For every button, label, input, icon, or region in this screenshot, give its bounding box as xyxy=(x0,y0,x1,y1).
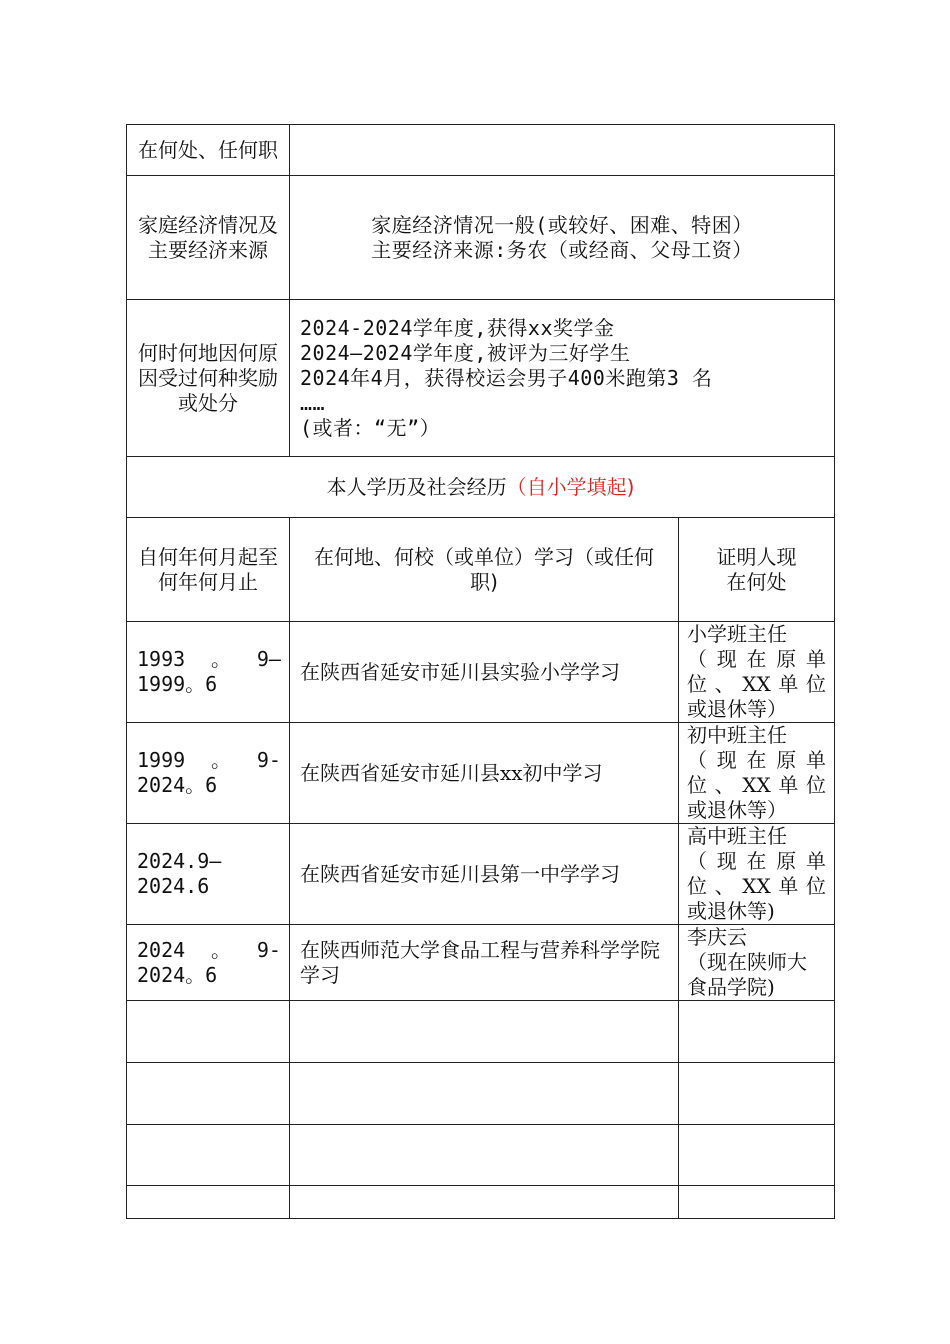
date-sep: 。 xyxy=(211,647,232,671)
history-certifier[interactable] xyxy=(679,925,835,1001)
history-place[interactable]: 在陕西师范大学食品工程与营养科学学院学习 xyxy=(290,925,679,1001)
empty-cell-place[interactable] xyxy=(290,1125,679,1186)
history-period-start xyxy=(137,647,281,672)
awards-row xyxy=(127,300,835,457)
history-period-start xyxy=(137,938,281,963)
empty-cell-place[interactable] xyxy=(290,1186,679,1219)
history-certifier[interactable] xyxy=(679,622,835,723)
certifier-location-tail: 或退休等） xyxy=(687,798,787,822)
empty-row xyxy=(127,1063,835,1125)
certifier-location: （现在陕师大 xyxy=(687,950,807,974)
history-period-start: 2024.9— xyxy=(137,849,222,873)
column-header-period: 自何年何月起至何年何月止 xyxy=(127,518,290,622)
award-line-4: …… xyxy=(300,390,326,415)
history-title-row xyxy=(127,457,835,518)
history-place[interactable]: 在陕西省延安市延川县实验小学学习 xyxy=(290,622,679,723)
history-period-start xyxy=(137,748,281,773)
empty-cell-period[interactable] xyxy=(127,1063,290,1125)
column-header-place: 在何地、何校（或单位）学习（或任何职) xyxy=(290,518,679,622)
economy-line-2: 主要经济来源:务农（或经商、父母工资） xyxy=(371,237,753,262)
date-year: 1993 xyxy=(137,647,186,671)
certifier-name: 李庆云 xyxy=(687,925,747,949)
certifier-name: 初中班主任 xyxy=(687,723,787,747)
registration-form-table xyxy=(126,124,835,1219)
certifier-location-tail: 或退休等） xyxy=(687,697,787,721)
certifier-location: （现在原单位、XX单位 xyxy=(687,748,826,797)
history-row xyxy=(127,925,835,1001)
empty-cell-place[interactable] xyxy=(290,1063,679,1125)
empty-cell-period[interactable] xyxy=(127,1186,290,1219)
date-year: 2024 xyxy=(137,937,186,962)
history-row xyxy=(127,622,835,723)
economy-value[interactable] xyxy=(290,176,835,300)
position-row xyxy=(127,125,835,176)
history-period-end: 1999。6 xyxy=(137,672,218,696)
economy-label: 家庭经济情况及主要经济来源 xyxy=(127,176,290,300)
award-line-5: (或者：“无”） xyxy=(300,415,441,440)
date-month: 9- xyxy=(256,937,281,962)
empty-cell-period[interactable] xyxy=(127,1001,290,1063)
date-month: 9— xyxy=(256,647,281,671)
certifier-name: 小学班主任 xyxy=(687,622,787,646)
empty-cell-certifier[interactable] xyxy=(679,1186,835,1219)
empty-cell-place[interactable] xyxy=(290,1001,679,1063)
award-line-2: 2024—2024学年度,被评为三好学生 xyxy=(300,340,631,365)
history-place[interactable]: 在陕西省延安市延川县xx初中学习 xyxy=(290,723,679,824)
history-period-end: 2024.6 xyxy=(137,874,210,898)
certifier-location: （现在原单位、XX单位 xyxy=(687,647,826,696)
date-year: 1999 xyxy=(137,748,186,772)
history-period[interactable] xyxy=(127,723,290,824)
position-value[interactable] xyxy=(290,125,835,176)
history-period[interactable] xyxy=(127,622,290,723)
empty-row xyxy=(127,1001,835,1063)
history-certifier[interactable] xyxy=(679,723,835,824)
empty-cell-certifier[interactable] xyxy=(679,1063,835,1125)
empty-row xyxy=(127,1125,835,1186)
history-title-text: 本人学历及社会经历 xyxy=(326,474,507,499)
certifier-location-tail: 食品学院) xyxy=(687,975,775,999)
history-period[interactable] xyxy=(127,824,290,925)
history-row xyxy=(127,723,835,824)
awards-label: 何时何地因何原因受过何种奖励或处分 xyxy=(127,300,290,457)
empty-cell-certifier[interactable] xyxy=(679,1125,835,1186)
history-period[interactable] xyxy=(127,925,290,1001)
position-label: 在何处、任何职 xyxy=(127,125,290,176)
date-month: 9- xyxy=(256,748,281,772)
history-header-row xyxy=(127,518,835,622)
history-certifier[interactable] xyxy=(679,824,835,925)
certifier-location: （现在原单位、XX单位 xyxy=(687,849,826,898)
date-sep: 。 xyxy=(211,937,232,962)
economy-line-1: 家庭经济情况一般(或较好、困难、特困） xyxy=(371,212,753,237)
date-sep: 。 xyxy=(211,748,232,772)
empty-row xyxy=(127,1186,835,1219)
economy-row xyxy=(127,176,835,300)
history-row xyxy=(127,824,835,925)
column-header-certifier: 证明人现在何处 xyxy=(679,518,835,622)
certifier-name: 高中班主任 xyxy=(687,824,787,848)
awards-value[interactable] xyxy=(290,300,835,457)
history-period-end: 2024。6 xyxy=(137,962,218,987)
history-section-title xyxy=(127,457,835,518)
empty-cell-period[interactable] xyxy=(127,1125,290,1186)
award-line-3: 2024年4月，获得校运会男子400米跑第3 名 xyxy=(300,365,713,390)
certifier-location-tail: 或退休等) xyxy=(687,899,775,923)
award-line-1: 2024-2024学年度,获得xx奖学金 xyxy=(300,315,615,340)
empty-cell-certifier[interactable] xyxy=(679,1001,835,1063)
history-title-note: （自小学填起) xyxy=(506,474,635,499)
history-place[interactable]: 在陕西省延安市延川县第一中学学习 xyxy=(290,824,679,925)
history-period-end: 2024。6 xyxy=(137,773,218,797)
